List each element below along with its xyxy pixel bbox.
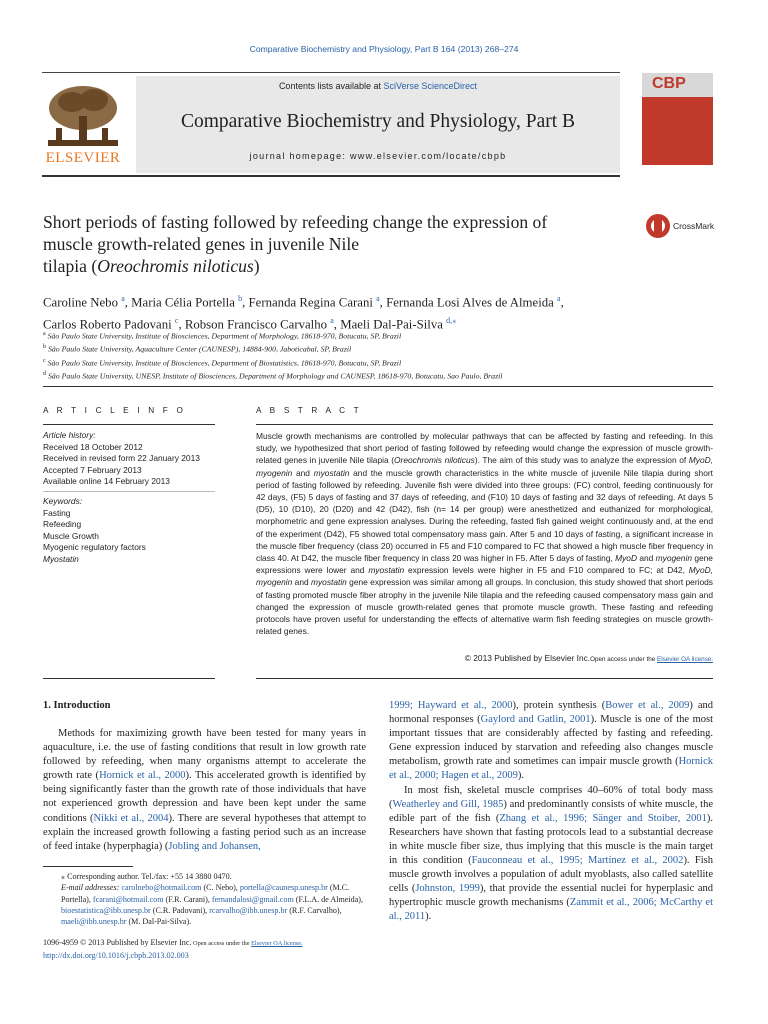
reference-link[interactable]: Weatherley and Gill, 1985 [392, 798, 504, 810]
header-rule-top [42, 72, 620, 73]
abstract-segment: and [292, 467, 314, 478]
title-line-1: Short periods of fasting followed by refeeding change the expression of [43, 212, 548, 232]
article-history-label: Article history: [43, 430, 96, 440]
reference-link[interactable]: Zammit et al., 2006; McCarthy et al., 2011 [389, 897, 714, 923]
reference-link[interactable]: Nikki et al., 2004 [93, 812, 169, 824]
journal-cover-acronym: CBP [652, 75, 686, 92]
author-email-link[interactable]: fernandalosi@gmail.com [211, 894, 294, 904]
reference-link[interactable]: Hornick et al., 2000 [99, 770, 186, 782]
abstract-segment: gene expression was similar among all groups. In conclusion, this study showed that short periods of fasting promoted muscle fiber atrophy in the juvenile Nile tilapia and the refeeding caused compensatory mass gain and changed the expression of muscle growth-related genes that promote muscle growth. These fasting and refeeding protocols have proven useful for understanding the effects of alternative warm fish feeding strategies on muscle growth-related genes. [256, 577, 713, 637]
author-name: Caroline Nebo [43, 295, 118, 310]
email-owner: (C. Nebo), [201, 883, 240, 893]
author-affiliation-mark[interactable]: b [238, 294, 243, 303]
author-email-link[interactable]: portella@caunesp.unesp.br [239, 883, 328, 893]
rule-end-abstract [256, 678, 713, 679]
author-email-link[interactable]: maeli@ibb.unesp.br [61, 917, 127, 927]
rule-article-info [43, 424, 215, 425]
abstract-italic-term: Oreochromis niloticus [394, 455, 475, 466]
introduction-right-column [389, 699, 713, 925]
sciencedirect-link[interactable]: SciVerse ScienceDirect [383, 81, 478, 91]
keyword-item: Fasting [43, 507, 71, 518]
rule-abstract [256, 424, 713, 425]
body-text: ) and predominantly consists of white muscle, the edible part of the fish ( [389, 798, 713, 824]
author-affiliation-mark[interactable]: d,⁎ [446, 315, 457, 325]
body-text: ), that provide the essential nuclei for hyperplasic and hypertrophic muscle growth mechanisms ( [389, 883, 713, 909]
affiliations [43, 329, 723, 383]
author-name: Maeli Dal-Pai-Silva [340, 317, 443, 332]
body-text: Methods for maximizing growth have been tested for many years in aquaculture, i.e. the use of fasting conditions that result in low growth rate followed by refeeding, when many organisms attempt to accelerate the growth rate ( [43, 728, 366, 782]
keywords [43, 496, 218, 566]
article-info-heading: A R T I C L E I N F O [43, 406, 187, 415]
abstract-italic-term: MyoD, myogenin [256, 565, 713, 588]
author-email-link[interactable]: rcarvalho@ibb.unesp.br [209, 905, 288, 915]
abstract-segment: expression levels were higher in F5 and F10 compared to FC; at D42, [404, 565, 689, 576]
affiliation-line: $^a$ São Paulo State University, Institute of Biosciences, Department of Morphology, 18618-970, Botucatu, SP, Brazil [43, 331, 402, 341]
body-text: ). Fish muscle growth involves a population of adult myoblasts, also called satellite cells ( [389, 855, 714, 895]
abstract-segment: and the muscle growth characteristics in the white muscle of juvenile Nile tilapia during short period of fasting followed by refeeding. Juvenile fish were divided into three groups: (FC) control, feeding continuously for 42 days, (F5) 5 days of fasting and 37 days of refeeding, and (F10) 10 days of fasting and 32 days of refeeding. At days 5 (D5), 10 (D10), 20 (D20) and 42 (D42), fish (n= 14 per group) were anesthetized and euthanized for morphological, morphometric and gene expression analyses. During the refeeding, fasted fish gained weight continuously and, at the end of the experiment (D42), F5 showed total compensatory mass gain. After 5 and 10 days of fasting, a significant increase in the muscle fiber frequency (class 20) occurred in F5 and F10 compared to FC that showed a high muscle fiber frequency in class 40. At D42, the muscle fiber frequency in class 20 was higher in F5. After 5 days of fasting, [256, 467, 713, 564]
oa-license-link-footer[interactable]: Elsevier OA license. [251, 940, 303, 947]
reference-link[interactable]: Johnston, 1999 [415, 883, 480, 895]
title-line-3: tilapia (Oreochromis niloticus) [43, 256, 260, 276]
abstract-segment: ). The aim of this study was to analyze the expression of [474, 455, 689, 466]
reference-link[interactable]: Bower et al., 2009 [605, 700, 690, 711]
author-name: Fernanda Regina Carani [248, 295, 373, 310]
author-name: Maria Célia Portella [131, 295, 235, 310]
introduction-paragraph-3 [389, 784, 713, 925]
article-history [43, 430, 218, 488]
abstract-italic-term: MyoD [615, 553, 638, 564]
author-list: Caroline Nebo $^a$, Maria Célia Portella $^b$, Fernanda Regina Carani $^a$, Fernanda Losi Alves de Almeida $^a$, Carlos Roberto Padovani $^c$, Robson Francisco Carvalho $^a$, Maeli Dal-Pai-Silva $^{d,⁎}$ [43, 294, 564, 332]
corresponding-author-line: ⁎ Corresponding author. Tel./fax: +55 14 3880 0470. [61, 872, 232, 881]
body-text: ). Muscle is one of the most important tissues that are considerably affected by fasting and refeeding. Gene expression induced by starvation and refeeding also changes muscle metabolism, growth rate and sometimes can impair muscle growth ( [389, 714, 713, 768]
abstract-segment: gene expressions were lower and [256, 553, 713, 576]
introduction-paragraph-1 [43, 727, 366, 854]
elsevier-wordmark: ELSEVIER [45, 150, 121, 166]
keyword-item: Myogenic regulatory factors [43, 542, 146, 553]
email-owner: (F.L.A. de Almeida), [293, 894, 364, 904]
affiliation-line: $^d$ São Paulo State University, UNESP, Institute of Biosciences, Department of Morphology and CAUNESP, 18618-970, Botucatu, Sao Paulo, Brazil [43, 371, 503, 381]
journal-homepage-line: journal homepage: www.elsevier.com/locate/cbpb [249, 151, 507, 161]
crossmark-label[interactable]: CrossMark [673, 221, 715, 231]
author-email-link[interactable]: carolnebo@hotmail.com [121, 883, 202, 893]
abstract-segment: and [292, 577, 311, 588]
keyword-item: Myostatin [43, 553, 79, 564]
email-owner: (M. Dal-Pai-Silva). [126, 917, 192, 927]
affiliation-line: $^c$ São Paulo State University, Institute of Biosciences, Department of Biostatistics, 18618-970, Botucatu, SP, Brazil [43, 357, 402, 368]
abstract-italic-term: myostatin [368, 565, 405, 576]
author-name: Robson Francisco Carvalho [184, 317, 328, 332]
abstract-heading: A B S T R A C T [256, 406, 362, 415]
email-owner: (F.R. Carani), [163, 894, 212, 904]
reference-link[interactable]: Fauconneau et al., 1995; Martínez et al., 2002 [471, 855, 684, 867]
abstract-segment: and [637, 553, 656, 564]
abstract-italic-term: myostatin [311, 577, 347, 588]
issn-doi-block: 1096-4959 © 2013 Published by Elsevier Inc. Open access under the Elsevier OA license. http://dx.doi.org/10.1016/j.cbpb.2013.02.003 [43, 938, 303, 960]
affiliation-line: $^b$ São Paulo State University, Aquaculture Center (CAUNESP), 14884-900, Jaboticabal, SP, Brazil [43, 344, 352, 354]
body-text: ). [517, 770, 525, 782]
author-affiliation-mark[interactable]: a [121, 294, 125, 303]
article-title [43, 211, 633, 277]
abstract-italic-term: myogenin [655, 553, 692, 564]
introduction-paragraph-2 [389, 699, 713, 784]
journal-homepage-link[interactable]: www.elsevier.com/locate/cbpb [350, 151, 507, 161]
affiliation-mark: b [43, 344, 46, 351]
reference-link[interactable]: Zhang et al., 1996; Sänger and Stoiber, 2001 [499, 812, 707, 824]
abstract-copyright: © 2013 Published by Elsevier Inc.Open access under the Elsevier OA license. [464, 653, 713, 663]
keywords-label: Keywords: [43, 496, 83, 506]
header-rule-bottom [42, 175, 620, 177]
body-text: In most fish, skeletal muscle comprises 40–60% of total body mass ( [389, 784, 713, 810]
rule-end-info [43, 678, 215, 679]
body-text: ). Researchers have shown that fasting protocols lead to a substantial decrease in white muscle fiber size, thus implying that this muscle is the main target in this condition ( [389, 812, 713, 867]
issn-line: 1096-4959 © 2013 Published by Elsevier Inc. [43, 938, 192, 947]
abstract-segment: Muscle growth mechanisms are controlled by molecular pathways that can be affected by fasting and refeeding. In this study, we hypothesized that short period of fasting followed by refeeding would change the expression of muscle growth-related genes in juvenile Nile tilapia ( [256, 431, 713, 466]
title-line-2: muscle growth-related genes in juvenile Nile [43, 234, 360, 254]
rule-keywords [43, 491, 215, 492]
email-owner: (C.R. Padovani), [150, 905, 210, 915]
reference-link[interactable]: 1999; Hayward et al., 2000 [389, 700, 513, 711]
author-affiliation-mark[interactable]: a [330, 315, 334, 325]
author-affiliation-mark[interactable]: c [174, 315, 179, 325]
body-text: ). [425, 911, 432, 923]
rule-under-affiliations [43, 386, 713, 387]
history-date: Received in revised form 22 January 2013 [43, 453, 200, 464]
journal-title: Comparative Biochemistry and Physiology, Part B [180, 111, 576, 132]
contents-available-line: Contents lists available at SciVerse ScienceDirect [278, 81, 478, 91]
author-affiliation-mark[interactable]: a [557, 294, 561, 303]
email-addresses [43, 882, 366, 927]
email-label: E-mail addresses: [61, 883, 122, 893]
history-date: Received 18 October 2012 [43, 441, 143, 452]
body-text: ) and hormonal responses ( [389, 700, 713, 726]
author-email-link[interactable]: fcarani@hotmail.com [92, 894, 164, 904]
affiliation-mark: d [43, 371, 46, 378]
reference-link[interactable]: Hornick et al., 2000; Hagen et al., 2009 [389, 756, 713, 782]
footnote-rule [43, 866, 133, 867]
reference-link[interactable]: Jobling and Johansen, [168, 840, 261, 852]
affiliation-mark: a [43, 331, 46, 337]
email-owner: (R.F. Carvalho), [287, 905, 342, 915]
author-affiliation-mark[interactable]: a [376, 294, 380, 303]
abstract-italic-term: MyoD, myogenin [256, 455, 713, 478]
oa-license-link[interactable]: Elsevier OA license. [657, 656, 713, 663]
body-text: ), protein synthesis ( [512, 700, 606, 711]
abstract-italic-term: myostatin [313, 467, 350, 478]
corresponding-author-footnote [43, 871, 366, 927]
keyword-item: Refeeding [43, 519, 82, 530]
section-heading-introduction: 1. Introduction [43, 700, 111, 711]
keyword-item: Muscle Growth [43, 530, 99, 541]
reference-link[interactable]: Gaylord and Gatlin, 2001 [480, 714, 591, 726]
history-date: Available online 14 February 2013 [43, 476, 170, 487]
journal-citation[interactable]: Comparative Biochemistry and Physiology, Part B 164 (2013) 268–274 [249, 44, 519, 54]
author-email-link[interactable]: bioestatistica@ibb.unesp.br [61, 905, 151, 915]
email-owner: (M.C. Portella), [61, 883, 350, 904]
author-name: Carlos Roberto Padovani [43, 317, 172, 332]
body-text: ). This accelerated growth is identified by being significantly faster than the growth rate of those individuals that have not experienced growth depression and have been kept under the same conditions ( [43, 770, 367, 824]
affiliation-mark: c [43, 357, 46, 364]
author-name: Fernanda Losi Alves de Almeida [386, 295, 554, 310]
history-date: Accepted 7 February 2013 [43, 464, 142, 475]
body-text: ). There are several hypotheses that attempt to explain the increased growth following a fasting period such as an increase of feed intake (hyperphagia) ( [43, 812, 366, 852]
abstract-text [256, 430, 713, 637]
doi-link[interactable]: http://dx.doi.org/10.1016/j.cbpb.2013.02.003 [43, 950, 189, 960]
